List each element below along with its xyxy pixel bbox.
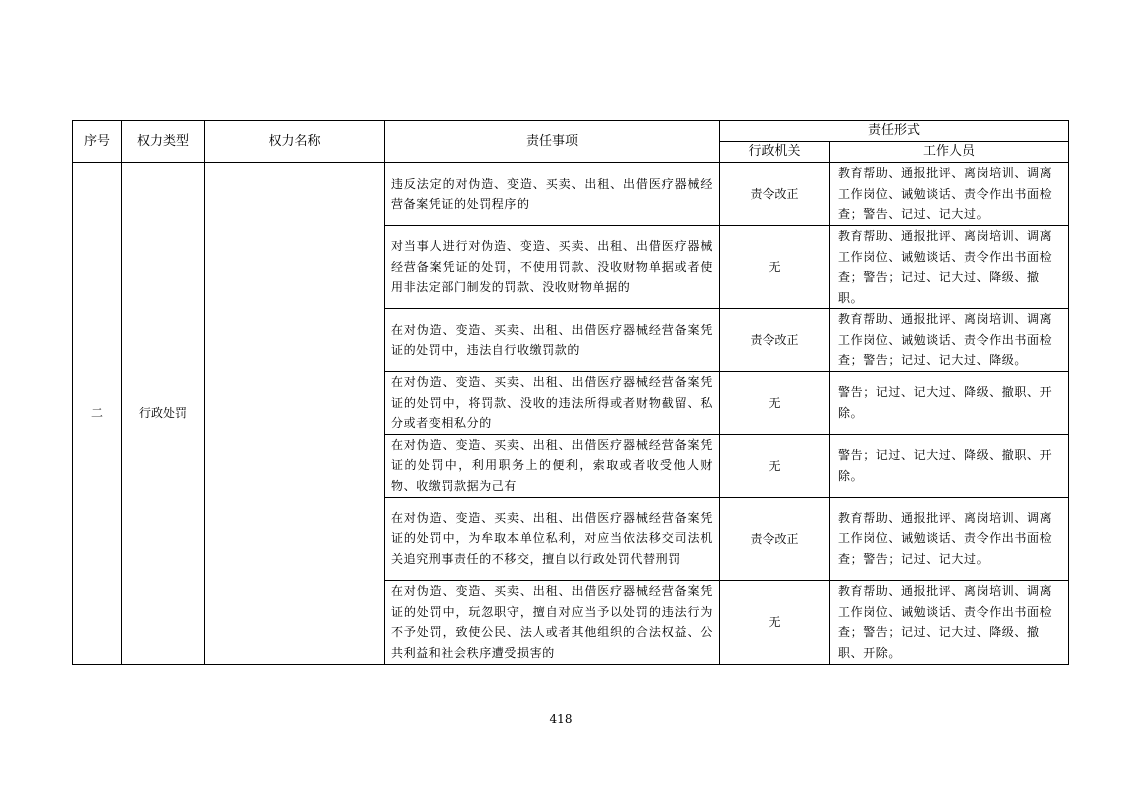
organ-cell: 责令改正 bbox=[720, 163, 830, 226]
organ-cell: 无 bbox=[720, 434, 830, 497]
organ-cell: 无 bbox=[720, 226, 830, 309]
header-staff: 工作人员 bbox=[830, 142, 1069, 163]
responsibility-cell: 在对伪造、变造、买卖、出租、出借医疗器械经营备案凭证的处罚中，违法自行收缴罚款的 bbox=[385, 309, 720, 372]
responsibility-cell: 对当事人进行对伪造、变造、买卖、出租、出借医疗器械经营备案凭证的处罚，不使用罚款、没收财物单据或者使用非法定部门制发的罚款、没收财物单据的 bbox=[385, 226, 720, 309]
header-power-name: 权力名称 bbox=[205, 121, 385, 163]
header-seq: 序号 bbox=[73, 121, 122, 163]
header-responsibility: 责任事项 bbox=[385, 121, 720, 163]
staff-cell: 教育帮助、通报批评、离岗培训、调离工作岗位、诫勉谈话、责令作出书面检查；警告；记过、记大过。 bbox=[830, 497, 1069, 580]
page-number: 418 bbox=[549, 712, 573, 726]
responsibility-cell: 在对伪造、变造、买卖、出租、出借医疗器械经营备案凭证的处罚中，利用职务上的便利，索取或者收受他人财物、收缴罚款据为己有 bbox=[385, 434, 720, 497]
organ-cell: 无 bbox=[720, 580, 830, 664]
staff-cell: 教育帮助、通报批评、离岗培训、调离工作岗位、诫勉谈话、责令作出书面检查；警告；记过、记大过、降级、撤职。 bbox=[830, 226, 1069, 309]
table-row bbox=[73, 163, 1069, 226]
responsibility-table bbox=[72, 120, 1069, 665]
header-responsibility-form: 责任形式 bbox=[720, 121, 1069, 142]
staff-cell: 警告；记过、记大过、降级、撤职、开除。 bbox=[830, 372, 1069, 435]
header-power-type: 权力类型 bbox=[122, 121, 205, 163]
responsibility-cell: 在对伪造、变造、买卖、出租、出借医疗器械经营备案凭证的处罚中，为牟取本单位私利，对应当依法移交司法机关追究刑事责任的不移交，擅自以行政处罚代替刑罚 bbox=[385, 497, 720, 580]
organ-cell: 无 bbox=[720, 372, 830, 435]
group-power-name bbox=[205, 163, 385, 665]
responsibility-cell: 在对伪造、变造、买卖、出租、出借医疗器械经营备案凭证的处罚中，玩忽职守，擅自对应当予以处罚的违法行为不予处罚，致使公民、法人或者其他组织的合法权益、公共利益和社会秩序遭受损害的 bbox=[385, 580, 720, 664]
staff-cell: 教育帮助、通报批评、离岗培训、调离工作岗位、诫勉谈话、责令作出书面检查；警告；记过、记大过、降级。 bbox=[830, 309, 1069, 372]
staff-cell: 教育帮助、通报批评、离岗培训、调离工作岗位、诫勉谈话、责令作出书面检查；警告、记过、记大过。 bbox=[830, 163, 1069, 226]
staff-cell: 警告；记过、记大过、降级、撤职、开除。 bbox=[830, 434, 1069, 497]
responsibility-cell: 违反法定的对伪造、变造、买卖、出租、出借医疗器械经营备案凭证的处罚程序的 bbox=[385, 163, 720, 226]
staff-cell: 教育帮助、通报批评、离岗培训、调离工作岗位、诫勉谈话、责令作出书面检查；警告；记过、记大过、降级、撤职、开除。 bbox=[830, 580, 1069, 664]
group-seq: 二 bbox=[73, 163, 122, 665]
responsibility-cell: 在对伪造、变造、买卖、出租、出借医疗器械经营备案凭证的处罚中，将罚款、没收的违法所得或者财物截留、私分或者变相私分的 bbox=[385, 372, 720, 435]
organ-cell: 责令改正 bbox=[720, 497, 830, 580]
header-admin-organ: 行政机关 bbox=[720, 142, 830, 163]
organ-cell: 责令改正 bbox=[720, 309, 830, 372]
header-row bbox=[73, 121, 1069, 142]
group-power-type: 行政处罚 bbox=[122, 163, 205, 665]
